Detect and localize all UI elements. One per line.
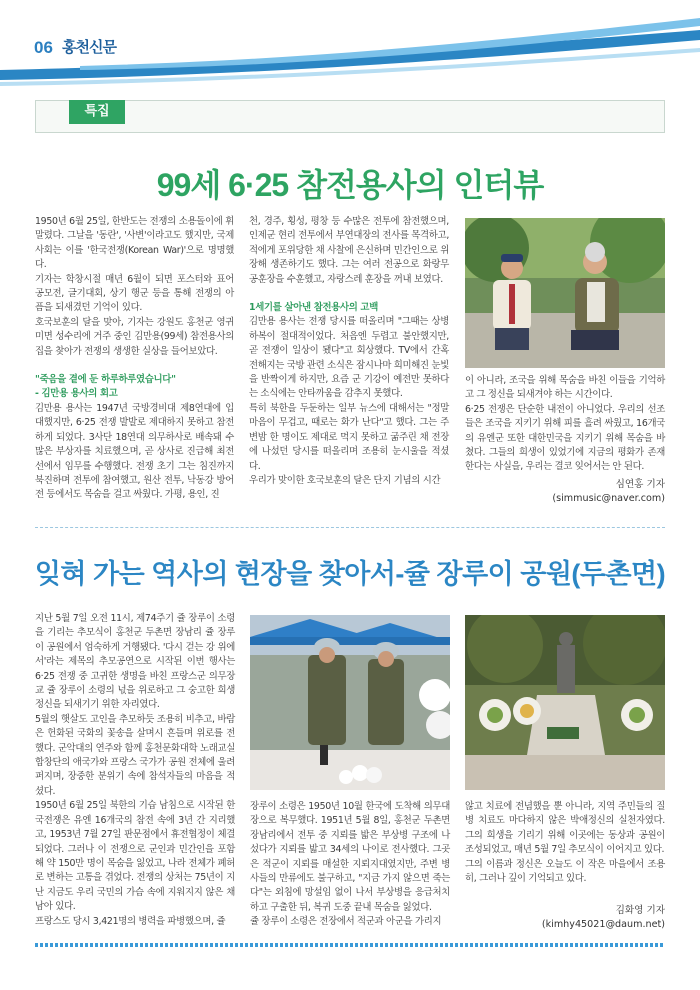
article1-title: 99세 6·25 참전용사의 인터뷰: [156, 167, 544, 203]
article2-paragraph: 쥴 장루이 소령은 전장에서 적군과 아군을 가리지: [250, 916, 442, 928]
article1-paragraph: 우리가 맞이한 호국보훈의 달은 단지 기념의 시간: [249, 474, 441, 486]
article1-paragraph: 천, 경주, 횡성, 평창 등 수많은 전투에 참전했으며, 인제군 현리 전투에서 부연대장의 전사를 목격하고, 적에게 포위당한 채 사찰에 은신하며 민간인으로 위장해 생존하기도 했다. 그는 여러 전공으로 화랑무공훈장을 수훈했고, 자랑스레 훈장을 꺼내 보였다.: [249, 216, 449, 285]
article1-byline: [465, 476, 665, 504]
article2-title: 잊혀 가는 역사의 현장을 찾아서-쥴 장루이 공원(두촌면): [34, 559, 666, 589]
reporter-email: (kimhy45021@daum.net): [541, 919, 665, 930]
reporter-name: 김화영 기자: [615, 905, 665, 916]
article1-column-2: [249, 215, 449, 488]
article2-byline: [465, 902, 665, 930]
article2-paragraph: 5월의 햇살도 고인을 추모하듯 조용히 비추고, 바람은 헌화된 국화의 꽃송을 살며시 흔들며 위로를 전했다. 군악대의 연주와 함께 홍천문화대학 노래교실 합창단의 애국가와 프랑스 국가가 공원 전체에 울려 퍼지며, 장중한 분위기 속에 참석자들의 마음을 적셨다.: [35, 713, 235, 797]
page-header: [0, 0, 700, 86]
article1-paragraph: 특히 북한을 두둔하는 일부 뉴스에 대해서는 "정말 마음이 무겁고, 때로는 화가 난다"고 했다. 그는 주변밤 한 명이도 제대로 먹지 못하고 굶주린 채 전장에 나섰던 당시를 떠올리며 조용히 눈시울을 적셨다.: [249, 402, 449, 472]
article2-paragraph: 지난 5월 7일 오전 11시, 제74주기 쥴 장루이 소령을 기리는 추모식이 홍천군 두촌면 장남리 쥴 장루이 공원에서 엄숙하게 거행됐다. '다시 걷는 강 위에서'라는 제목의 추모공연으로 시작된 이번 행사는 6·25 전쟁 중 고귀한 생명을 바친 프랑스군 의무장교 쥴 장루이 소령의 넋을 위로하고 그 숭고한 희생정신을 되새기기 위한 자리였다.: [35, 613, 235, 711]
article2-paragraph: 장루이 소령은 1950년 10월 한국에 도착해 의무대장으로 복무했다. 1951년 5월 8일, 홍천군 두촌면 장남리에서 전투 중 지뢰를 밟은 부상병 구조에 나섰다가 지뢰를 밟고 34세의 나이로 전사했다. 그곳은 적군이 지뢰를 매설한 지뢰지대였지만, 주변 병사들의 만류에도 불구하고, "지금 가지 않으면 죽는다"는 외침에 망설임 없이 나서 부상병을 응급처치하고 구출한 뒤, 복귀 도중 끝내 목숨을 잃었다.: [250, 801, 450, 913]
article1-paragraph: 6·25 전쟁은 단순한 내전이 아니었다. 우리의 선조들은 조국을 지키기 위해 피를 흘려 싸웠고, 16개국의 유엔군 또한 대한민국을 지키기 위해 목숨을 바쳤다. 그들의 희생이 있었기에 지금의 평화가 존재한다는 사실을, 우리는 결코 잊어서는 안 된다.: [465, 403, 665, 473]
article2-paragraph: 1950년 6월 25일 북한의 기습 남침으로 시작된 한국전쟁은 유엔 16개국의 참전 속에 3년 간 지리했고, 1953년 7월 27일 판문점에서 휴전협정이 체결되었다. 그러나 이 전쟁으로 군인과 민간인을 포함해 약 150만 명이 목숨을 잃었고, 나라 전체가 폐허로 변하는 고통을 겪었다. 전쟁의 상처는 75년이 지난 지금도 우리 국민의 가슴 속에 지워지지 않은 채 남아 있다.: [35, 800, 235, 913]
article1-paragraph: 호국보훈의 달을 맞아, 기자는 강원도 홍천군 영귀미면 성수리에 거주 중인 김만용(99세) 참전용사의 집을 찾아가 전쟁의 생생한 실상을 들어보았다.: [35, 316, 234, 357]
section-tag: 특집: [69, 100, 125, 124]
article-divider: [35, 527, 665, 528]
veteran-interview-photo: [465, 218, 665, 368]
article1-column-3: [465, 374, 665, 475]
article1-paragraph: 이 아니라, 조국을 위해 목숨을 바친 이들을 기억하고 그 정신을 되새겨야 하는 시간이다.: [465, 375, 665, 401]
honor-guard-photo: [250, 615, 450, 790]
article1-subhead: 1세기를 살아낸 참전용사의 고백: [249, 302, 378, 314]
reporter-email: (simmusic@naver.com): [552, 493, 665, 504]
article2-paragraph: 그의 이름과 정신은 오늘도 이 작은 마을에서 조용히, 그러나 깊이 기억되고 있다.: [465, 858, 665, 885]
article1-subhead: "죽음을 곁에 둔 하루하루였습니다": [35, 374, 176, 386]
section-banner: [35, 100, 665, 133]
reporter-name: 심연홍 기자: [615, 479, 665, 490]
article1-paragraph: 기자는 학창시절 매년 6월이 되면 포스터와 표어 공모전, 글기대회, 상기 행군 등을 통해 전쟁의 아픔을 되새겼던 기억이 있다.: [35, 273, 234, 314]
article2-column-3: [465, 800, 665, 886]
article1-subhead-sub: - 김만용 용사의 회고: [35, 388, 118, 400]
article2-paragraph: 않고 치료에 전념했을 뿐 아니라, 지역 주민들의 질병 치료도 마다하지 않은 박애정신의 실천자였다. 그의 희생을 기리기 위해 이곳에는 동상과 공원이 조성되었고, 매년 5월 7일 추모식이 이어지고 있다.: [465, 801, 665, 856]
memorial-monument-photo: [465, 615, 665, 790]
article1-paragraph: 1950년 6월 25일, 한반도는 전쟁의 소용돌이에 휘말렸다. 그날을 '동란', '사변'이라고도 했지만, 국제사회는 이를 '한국전쟁(Korean War)'으로 명명했다.: [35, 216, 234, 271]
page-number: 06: [34, 38, 53, 57]
article1-paragraph: 김만용 용사는 1947년 국방경비대 제8연대에 입대했지만, 6·25 전쟁 발발로 제대하지 못하고 참전하게 되었다. 3사단 18연대 의무하사로 배속돼 수많은 부상자를 치료했으며, 곧 상사로 진급해 최전선에서 임무를 수행했다. 전쟁 초기 그는 침진까지 북진하며 전투에 참여했고, 원산 전투, 낙동강 방어전 등에서도 목숨을 걸고 싸웠다. 가평, 용인, 진: [35, 402, 234, 501]
article1-paragraph: 김만용 용사는 전쟁 당시를 떠올리며 "그때는 상병하복이 절대적이었다. 처음엔 두렵고 불안했지만, 곧 전쟁이 일상이 됐다"고 회상했다. TV에서 간혹 전해지는 국방 관련 소식은 잠시나마 희미해진 눈빛을 반짝이게 하지만, 요즘 군 기강이 예전만 못하다는 소식에는 안타까움을 감추지 못했다.: [249, 316, 449, 400]
article2-column-2: [250, 800, 450, 930]
article2-paragraph: 프랑스도 당시 3,421명의 병력을 파병했으며, 쥴: [35, 915, 226, 927]
footer-dotted-line: [35, 943, 665, 947]
article2-column-1: [35, 612, 235, 929]
publication-name: 홍천신문: [62, 38, 116, 56]
article1-column-1: [35, 215, 234, 503]
